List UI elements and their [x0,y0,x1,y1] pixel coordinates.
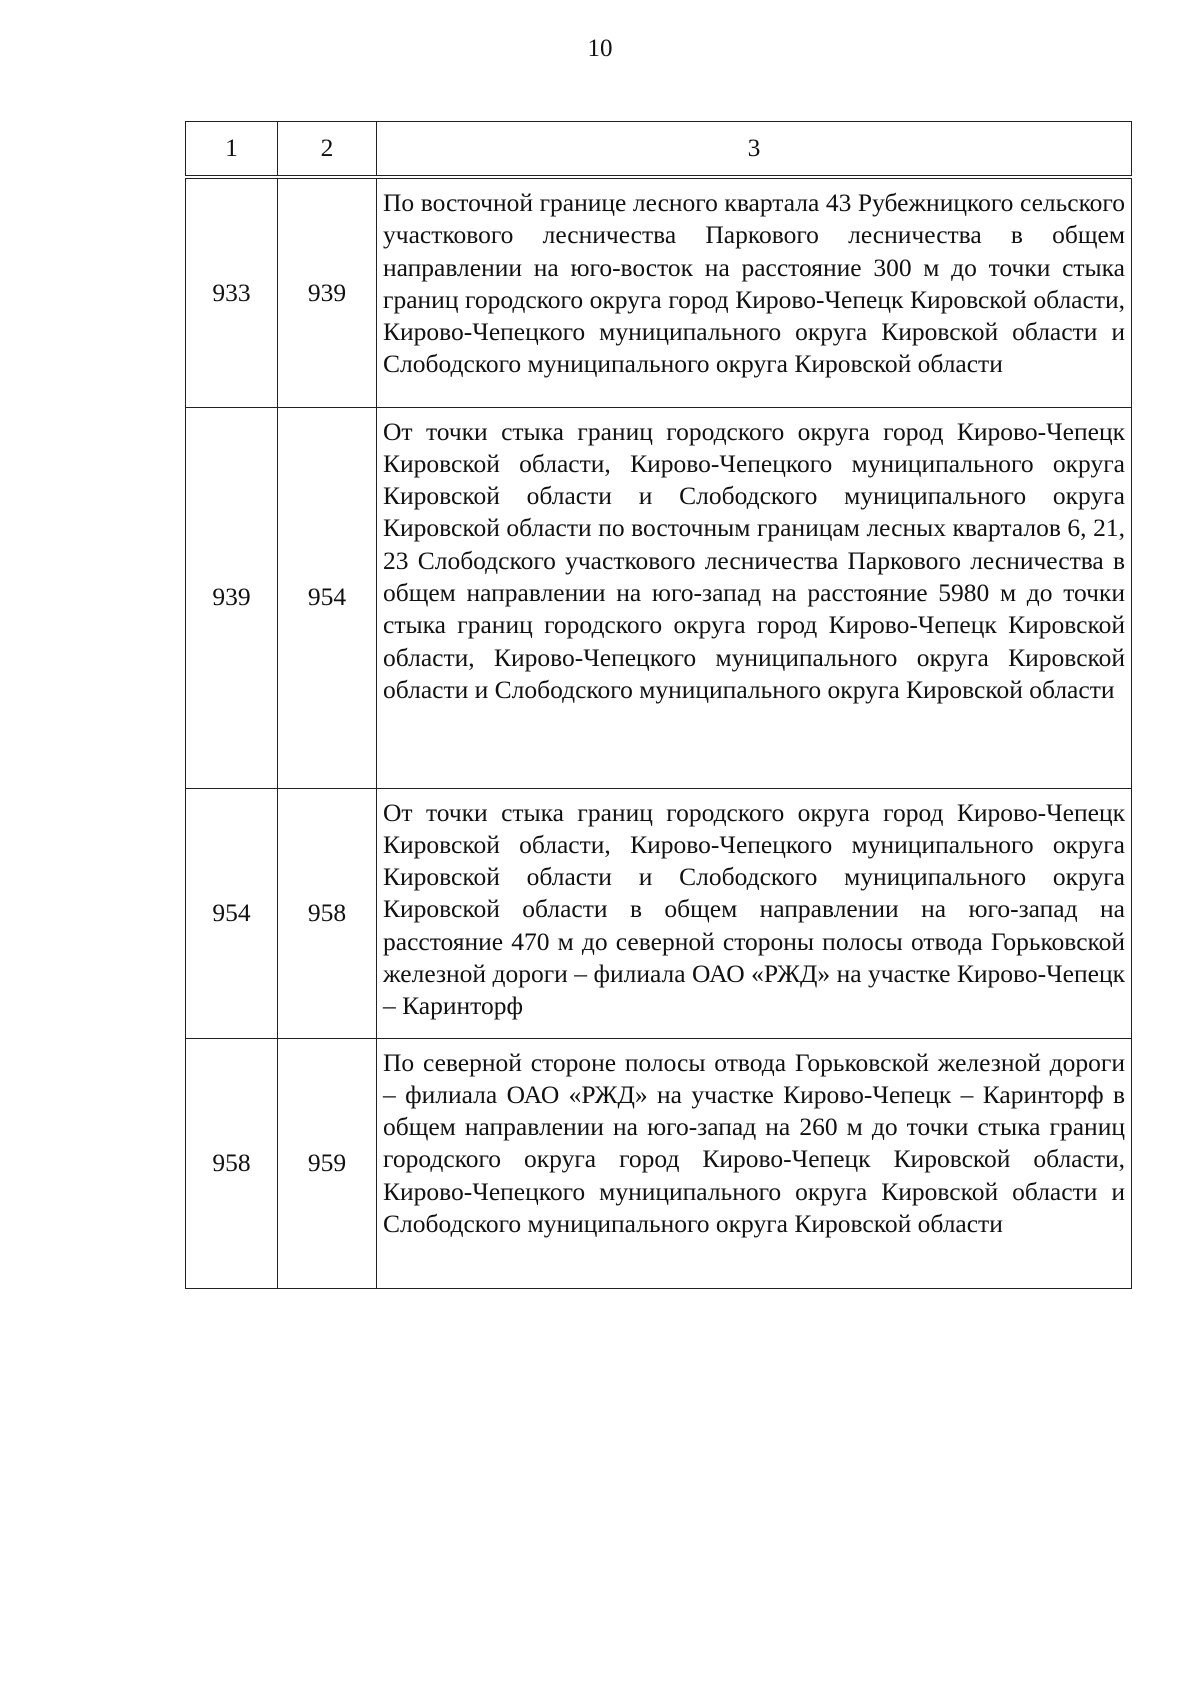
table-row [186,407,1132,788]
boundary-description: По восточной границе лесного квартала 43 Рубежницкого сельского участкового лесничества Паркового лесничества в общем направлении на юго-восток на расстояние 300 м до точки стыка границ городского округа город Кирово-Чепецк Кировской области, Кирово-Чепецкого муниципального округа Кировской области и Слободского муниципального округа Кировской области [377,177,1132,407]
column-header-1: 1 [186,122,278,178]
point-to: 939 [278,177,377,407]
point-to: 954 [278,407,377,788]
point-from: 939 [186,407,278,788]
point-from: 933 [186,177,278,407]
boundary-description: По северной стороне полосы отвода Горьковской железной дороги – филиала ОАО «РЖД» на участке Кирово-Чепецк – Каринторф в общем направлении на юго-запад на 260 м до точки стыка границ городского округа город Кирово-Чепецк Кировской области, Кирово-Чепецкого муниципального округа Кировской области и Слободского муниципального округа Кировской области [377,1038,1132,1288]
table-row [186,788,1132,1038]
table-row [186,1038,1132,1288]
table-header-row [186,122,1132,178]
boundary-description: От точки стыка границ городского округа город Кирово-Чепецк Кировской области, Кирово-Чепецкого муниципального округа Кировской области и Слободского муниципального округа Кировской области в общем направлении на юго-запад на расстояние 470 м до северной стороны полосы отвода Горьковской железной дороги – филиала ОАО «РЖД» на участке Кирово-Чепецк – Каринторф [377,788,1132,1038]
point-to: 958 [278,788,377,1038]
column-header-3: 3 [377,122,1132,178]
table-row [186,177,1132,407]
point-to: 959 [278,1038,377,1288]
column-header-2: 2 [278,122,377,178]
boundary-description-table [185,121,1132,1289]
point-from: 954 [186,788,278,1038]
point-from: 958 [186,1038,278,1288]
boundary-description: От точки стыка границ городского округа город Кирово-Чепецк Кировской области, Кирово-Чепецкого муниципального округа Кировской области и Слободского муниципального округа Кировской области по восточным границам лесных кварталов 6, 21, 23 Слободского участкового лесничества Паркового лесничества в общем направлении на юго-запад на расстояние 5980 м до точки стыка границ городского округа город Кирово-Чепецк Кировской области, Кирово-Чепецкого муниципального округа Кировской области и Слободского муниципального округа Кировской области [377,407,1132,788]
page-number: 10 [587,35,613,62]
